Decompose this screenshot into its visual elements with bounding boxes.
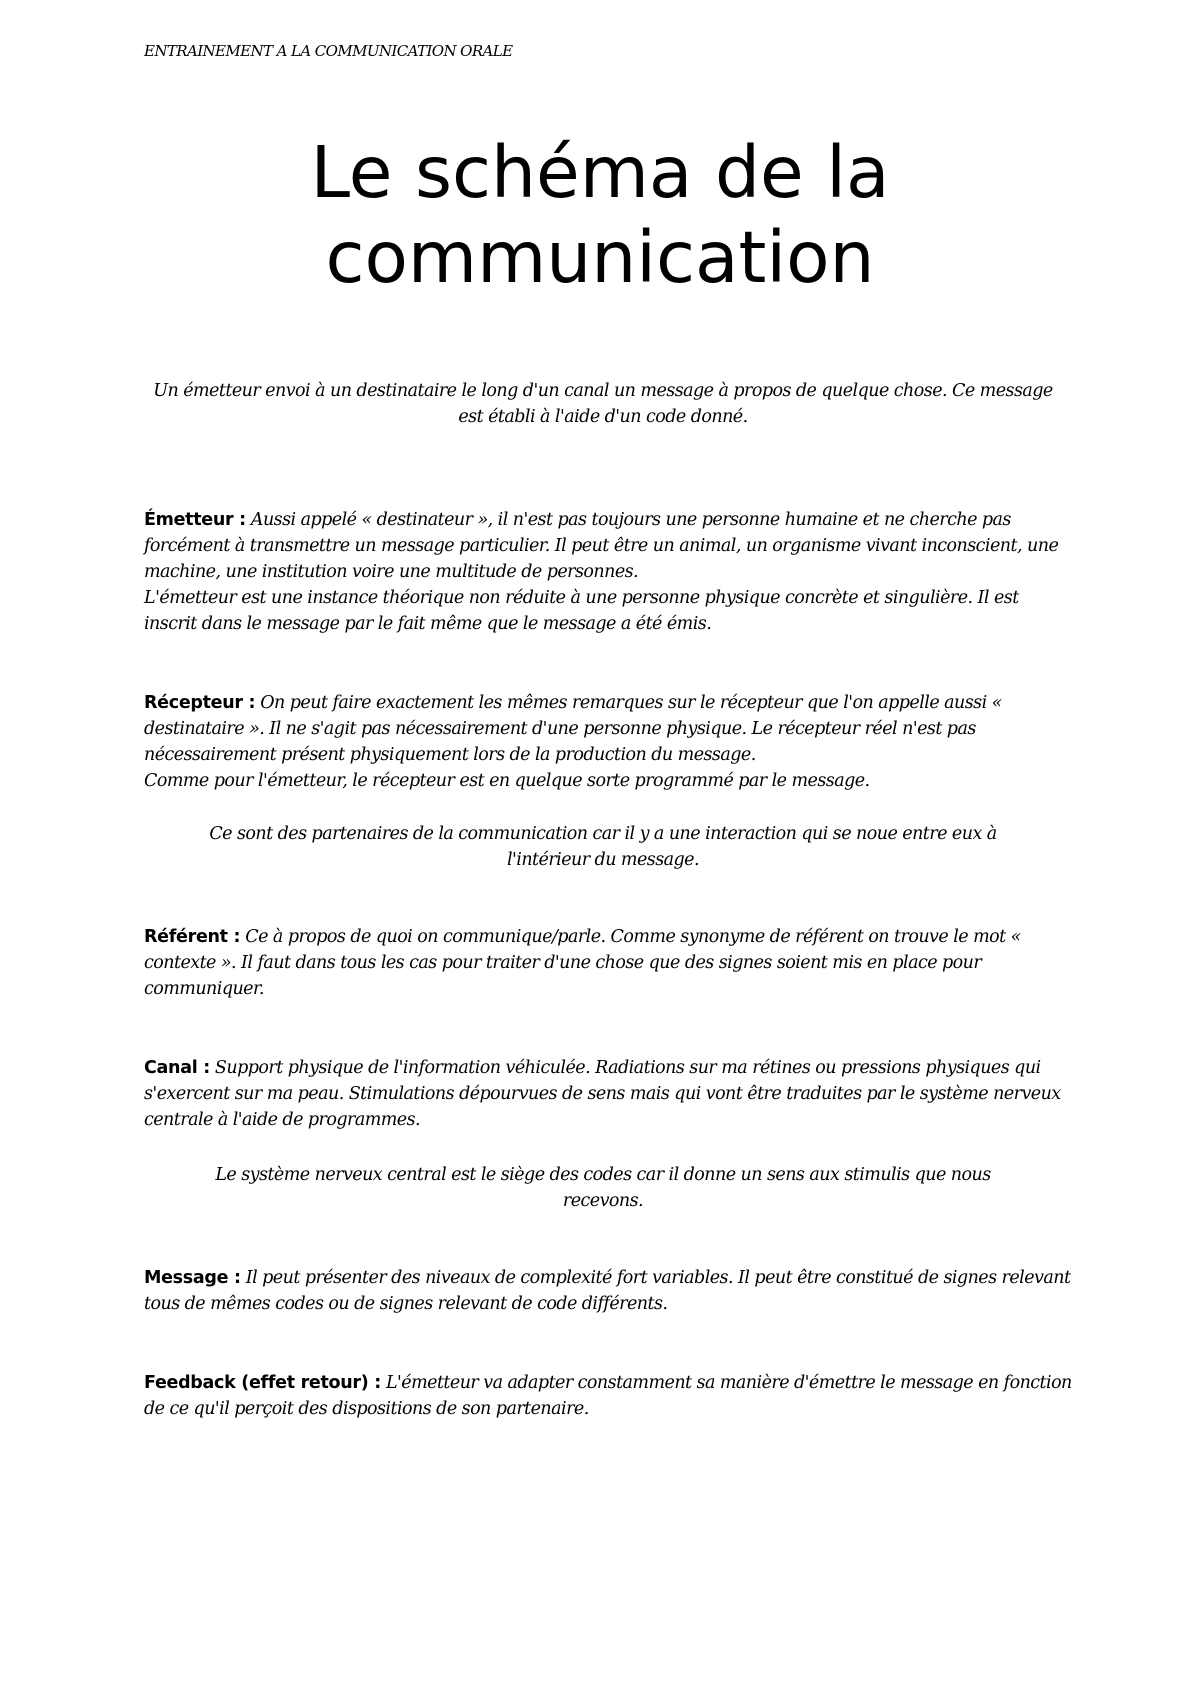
referent-definition: Ce à propos de quoi on communique/parle. Comme synonyme de référent on trouve le mot « contexte ». Il faut dans tous les cas pour traiter d'une chose que des signes soient mis en place pour communiquer. [144,927,1021,999]
emetteur-definition-continued: L'émetteur est une instance théorique non réduite à une personne physique concrète et singulière. Il est inscrit dans le message par le fait même que le message a été émis. [144,588,1019,634]
page-title: Le schéma de la communication [310,131,890,299]
section-recepteur [144,690,1072,794]
canal-note: Le système nerveux central est le siège des codes car il donne un sens aux stimulis que nous recevons. [215,1165,991,1211]
term-canal: Canal : [144,1058,210,1078]
recepteur-note: Ce sont des partenaires de la communication car il y a une interaction qui se noue entre eux à l'intérieur du message. [209,824,997,870]
term-referent: Référent : [144,927,241,947]
page-header: ENTRAINEMENT A LA COMMUNICATION ORALE [144,42,513,60]
term-feedback: Feedback (effet retour) : [144,1373,381,1393]
recepteur-definition: On peut faire exactement les mêmes remarques sur le récepteur que l'on appelle aussi « destinataire ». Il ne s'agit pas nécessairement d'une personne physique. Le récepteur réel n'est pas nécessairement présent physiquement lors de la production du message. [144,693,1002,765]
recepteur-definition-continued: Comme pour l'émetteur, le récepteur est en quelque sorte programmé par le message. [144,771,870,791]
term-recepteur: Récepteur : [144,693,256,713]
message-definition: Il peut présenter des niveaux de complexité fort variables. Il peut être constitué de signes relevant tous de mêmes codes ou de signes relevant de code différents. [144,1268,1071,1314]
section-emetteur [144,507,1072,637]
intro-paragraph: Un émetteur envoi à un destinataire le long d'un canal un message à propos de quelque chose. Ce message est établi à l'aide d'un code donné. [153,381,1053,427]
canal-definition: Support physique de l'information véhiculée. Radiations sur ma rétines ou pressions physiques qui s'exercent sur ma peau. Stimulations dépourvues de sens mais qui vont être traduites par le système nerveux centrale à l'aide de programmes. [144,1058,1061,1130]
section-message [144,1265,1072,1317]
section-canal [144,1055,1072,1133]
term-message: Message : [144,1268,241,1288]
emetteur-definition: Aussi appelé « destinateur », il n'est pas toujours une personne humaine et ne cherche pas forcément à transmettre un message particulier. Il peut être un animal, un organisme vivant inconscient, une machine, une institution voire une multitude de personnes. [144,510,1059,582]
section-referent [144,924,1072,1002]
feedback-definition: L'émetteur va adapter constamment sa manière d'émettre le message en fonction de ce qu'il perçoit des dispositions de son partenaire. [144,1373,1072,1419]
term-emetteur: Émetteur : [144,510,246,530]
section-feedback [144,1370,1072,1422]
